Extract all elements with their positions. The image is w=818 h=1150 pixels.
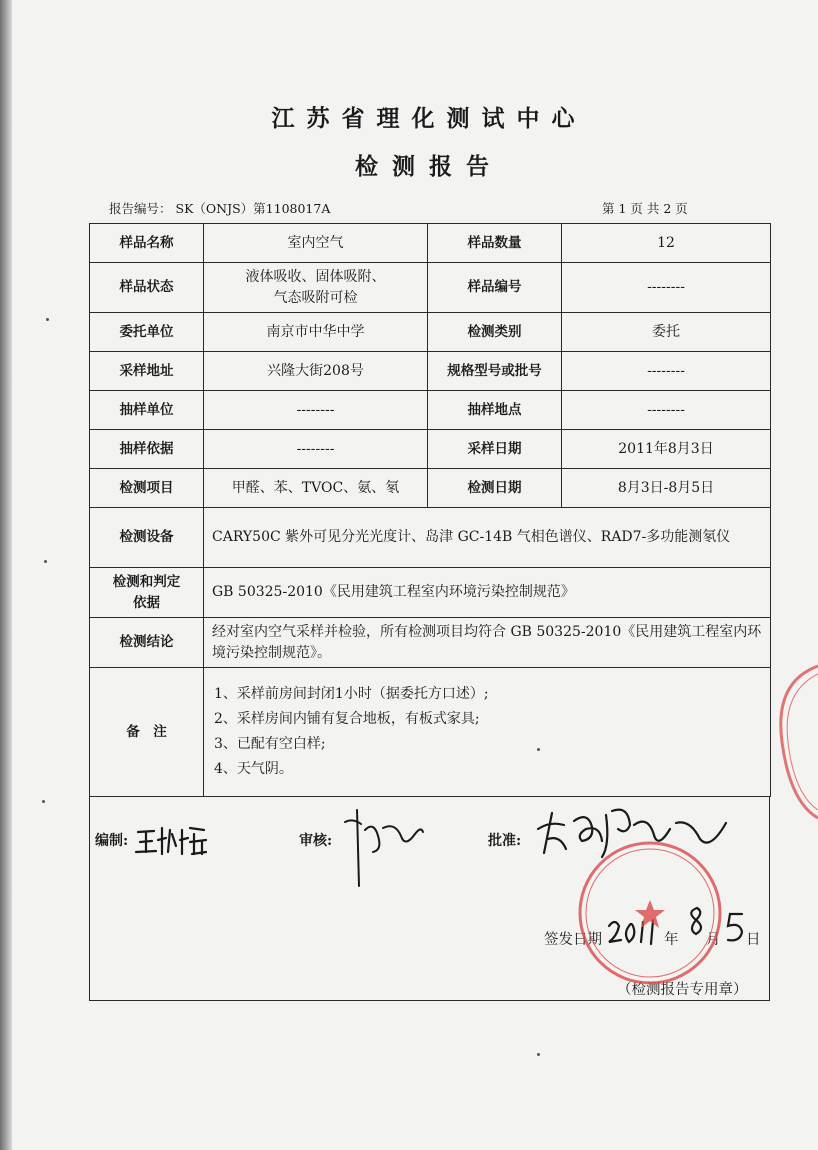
edge-seal-stamp: [772, 662, 818, 822]
field-value: 2011年8月3日: [562, 430, 771, 469]
field-label: 检测类别: [428, 313, 562, 352]
field-label: 样品数量: [428, 224, 562, 263]
scan-speck: [46, 318, 49, 321]
field-label: 样品编号: [428, 263, 562, 313]
reviewed-by-signature: [335, 800, 425, 890]
notes-label: 备 注: [90, 668, 204, 797]
issue-year-suffix: 年: [664, 932, 679, 948]
list-item: 2、采样房间内铺有复合地板，有板式家具;: [214, 711, 480, 727]
scan-speck: [44, 560, 47, 563]
field-value: 室内空气: [204, 224, 428, 263]
field-value: --------: [562, 391, 771, 430]
table-row: [90, 469, 771, 508]
scan-speck: [42, 800, 45, 803]
list-item: 4、天气阴。: [214, 761, 293, 777]
field-value: 委托: [562, 313, 771, 352]
field-value: --------: [562, 352, 771, 391]
issue-day-suffix: 日: [746, 932, 761, 948]
institution-title: 江苏省理化测试中心: [271, 105, 587, 132]
table-row: [90, 391, 771, 430]
field-label: 采样日期: [428, 430, 562, 469]
scan-speck: [537, 748, 540, 751]
table-row: [90, 224, 771, 263]
conclusion-value: 经对室内空气采样并检验，所有检测项目均符合 GB 50325-2010《民用建筑工程室内环境污染控制规范》。: [204, 618, 771, 668]
equipment-label: 检测设备: [90, 508, 204, 568]
field-value: 南京市中华中学: [204, 313, 428, 352]
field-value: [204, 263, 428, 313]
basis-row: [90, 568, 771, 618]
report-title: 检测报告: [355, 153, 503, 180]
field-label: 样品状态: [90, 263, 204, 313]
notes-list: [204, 668, 771, 797]
compiled-by-signature: [132, 818, 212, 858]
issue-date-label: 签发日期: [544, 932, 602, 948]
table-row: [90, 352, 771, 391]
issue-month-suffix: 月: [706, 932, 721, 948]
table-row: [90, 313, 771, 352]
field-label: 抽样地点: [428, 391, 562, 430]
field-label: 样品名称: [90, 224, 204, 263]
basis-value: GB 50325-2010《民用建筑工程室内环境污染控制规范》: [204, 568, 771, 618]
field-value: --------: [204, 391, 428, 430]
seal-note: （检测报告专用章）: [617, 982, 748, 998]
table-row: [90, 263, 771, 313]
field-label: 抽样单位: [90, 391, 204, 430]
equipment-value: CARY50C 紫外可见分光光度计、岛津 GC-14B 气相色谱仪、RAD7-多功能测氡仪: [204, 508, 771, 568]
scan-speck: [537, 1053, 540, 1056]
compiled-by-label: 编制:: [95, 833, 129, 849]
list-item: 3、已配有空白样;: [214, 736, 326, 752]
basis-label-line: 检测和判定: [112, 573, 181, 590]
field-label: 规格型号或批号: [428, 352, 562, 391]
field-label: 采样地址: [90, 352, 204, 391]
list-item: 1、采样前房间封闭1小时（据委托方口述）;: [214, 686, 489, 702]
basis-label: [90, 568, 204, 618]
field-label: 检测项目: [90, 469, 204, 508]
official-seal-stamp: [575, 838, 725, 988]
field-value: --------: [562, 263, 771, 313]
page-info: 第 1 页 共 2 页: [602, 201, 688, 216]
approved-by-label: 批准:: [488, 833, 522, 849]
report-number-value: SK（ONJS）第1108017A: [175, 201, 331, 216]
table-row: [90, 430, 771, 469]
field-value: 12: [562, 224, 771, 263]
reviewed-by-label: 审核:: [299, 833, 333, 849]
report-number: [109, 199, 330, 217]
report-table: [89, 223, 771, 797]
field-value: --------: [204, 430, 428, 469]
basis-label-line: 依据: [133, 594, 160, 611]
field-value-line: 液体吸收、固体吸附、: [245, 268, 386, 285]
field-value: 兴隆大街208号: [204, 352, 428, 391]
field-label: 检测日期: [428, 469, 562, 508]
field-value: 8月3日-8月5日: [562, 469, 771, 508]
report-number-label: 报告编号：: [109, 201, 172, 216]
field-value-line: 气态吸附可检: [273, 289, 358, 306]
handwritten-day: [722, 908, 748, 948]
equipment-row: [90, 508, 771, 568]
field-value: 甲醛、苯、TVOC、氨、氡: [204, 469, 428, 508]
field-label: 抽样依据: [90, 430, 204, 469]
field-label: 委托单位: [90, 313, 204, 352]
notes-row: [90, 668, 771, 797]
conclusion-label: 检测结论: [90, 618, 204, 668]
conclusion-row: [90, 618, 771, 668]
